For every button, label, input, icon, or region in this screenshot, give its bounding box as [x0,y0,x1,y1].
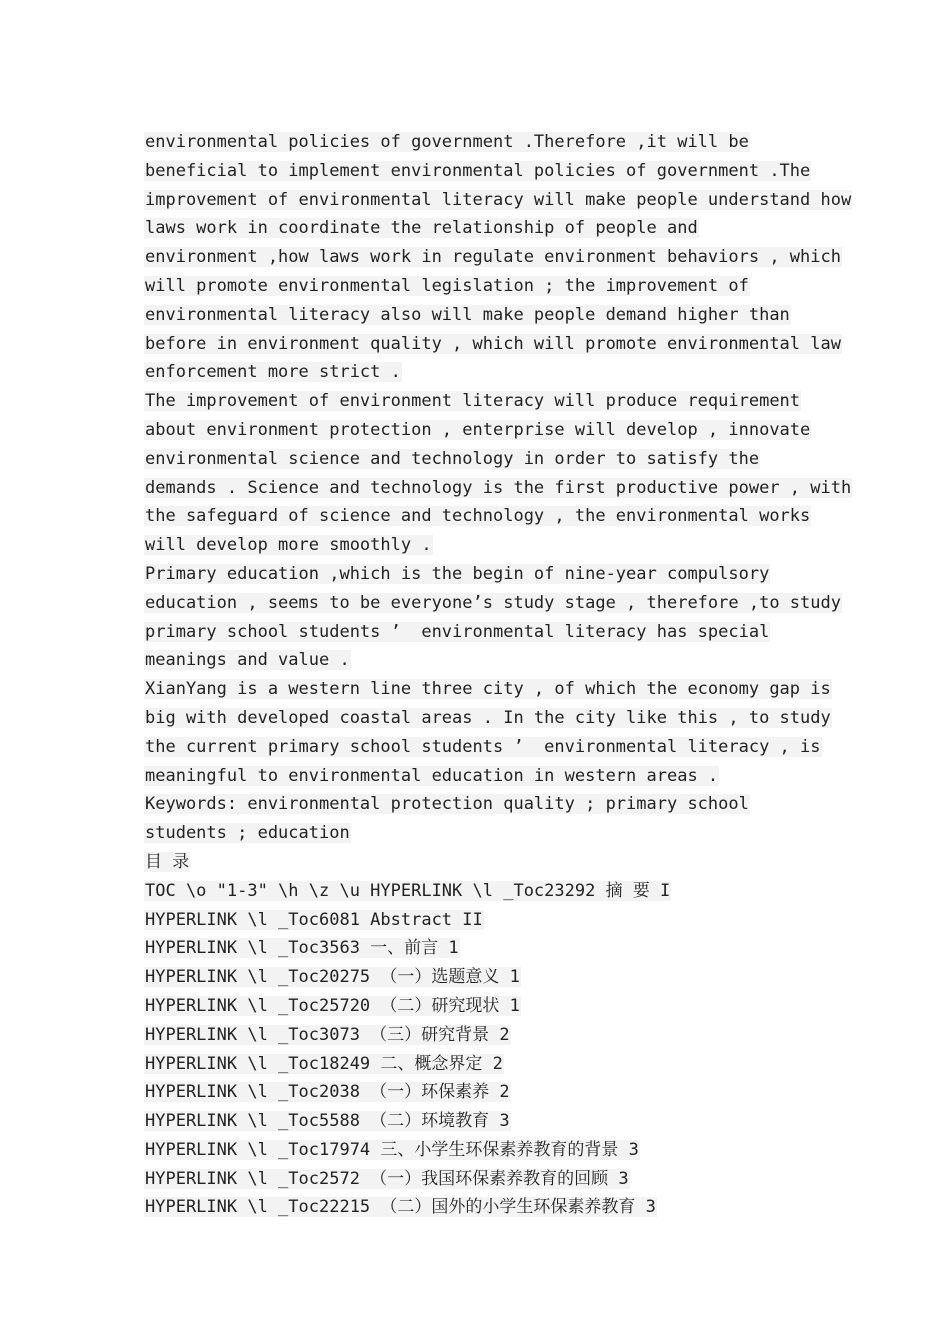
abstract-line [144,704,831,733]
keywords-line-text: students ; education [145,823,350,844]
toc-entry[interactable] [144,1107,824,1136]
abstract-line-text: the safeguard of science and technology , the environmental works [145,506,811,527]
keywords-line [144,819,824,848]
abstract-line-text: environmental science and technology in order to satisfy the [145,448,760,469]
abstract-line [144,387,824,416]
abstract-line [144,646,824,675]
abstract-line [144,502,824,531]
toc-entry-text: TOC \o "1-3" \h \z \u HYPERLINK \l _Toc23292 摘 要 I [145,880,671,901]
toc-entry[interactable] [144,934,824,963]
toc-entry[interactable] [144,963,824,992]
toc-heading-text: 目 录 [145,851,190,872]
toc-entry-text: HYPERLINK \l _Toc5588 （二）环境教育 3 [145,1111,510,1132]
abstract-line-text: primary school students ’ environmental literacy has special [145,621,770,642]
keywords-line [144,790,824,819]
abstract-line-text: big with developed coastal areas . In the city like this , to study [145,707,831,728]
abstract-line-text: environmental literacy also will make people demand higher than [145,304,790,325]
abstract-line [144,358,824,387]
abstract-line [144,618,824,647]
toc-entry-text: HYPERLINK \l _Toc20275 （一）选题意义 1 [145,967,520,988]
document-body [144,128,852,1222]
abstract-line [144,330,841,359]
toc-entry[interactable] [144,1193,824,1222]
toc-entry-text: HYPERLINK \l _Toc2572 （一）我国环保素养教育的回顾 3 [145,1168,629,1189]
abstract-line [144,416,824,445]
toc-entry-text: HYPERLINK \l _Toc18249 二、概念界定 2 [145,1053,503,1074]
abstract-line [144,445,824,474]
keywords-line-text: Keywords: environmental protection quality ; primary school [145,794,749,815]
abstract-line-text: environmental policies of government .Therefore ,it will be [145,132,749,152]
abstract-line [144,157,824,186]
toc-entry-text: HYPERLINK \l _Toc25720 （二）研究现状 1 [145,995,520,1016]
abstract-line [144,733,824,762]
toc-entry[interactable] [144,1078,824,1107]
abstract-line [144,128,824,157]
abstract-line [144,301,824,330]
abstract-line [144,186,852,215]
abstract-line-text: about environment protection , enterprise will develop , innovate [145,419,811,440]
abstract-line-text: demands . Science and technology is the first productive power , with [145,477,852,498]
abstract-line-text: XianYang is a western line three city , of which the economy gap is [145,679,831,700]
abstract-line-text: laws work in coordinate the relationship of people and [145,218,698,239]
abstract-line-text: before in environment quality , which will promote environmental law [145,333,841,354]
toc-entry[interactable] [144,992,824,1021]
toc-entry[interactable] [144,1050,824,1079]
abstract-line [144,560,824,589]
abstract-line [144,589,841,618]
toc-entry[interactable] [144,1021,824,1050]
abstract-line [144,474,852,503]
abstract-line-text: improvement of environmental literacy will make people understand how [145,189,852,210]
toc-entry-text: HYPERLINK \l _Toc6081 Abstract II [145,909,483,930]
abstract-line [144,531,824,560]
toc-entry-text: HYPERLINK \l _Toc2038 （一）环保素养 2 [145,1082,510,1103]
toc-entry-text: HYPERLINK \l _Toc3073 （三）研究背景 2 [145,1024,510,1045]
abstract-line-text: the current primary school students ’ environmental literacy , is [145,736,821,757]
abstract-line-text: education , seems to be everyone’s study stage , therefore ,to study [145,592,841,613]
abstract-line-text: meanings and value . [145,650,350,671]
abstract-line-text: environment ,how laws work in regulate environment behaviors , which [145,247,841,268]
abstract-line-text: beneficial to implement environmental policies of government .The [145,160,811,181]
abstract-line [144,762,824,791]
abstract-line-text: enforcement more strict . [145,362,401,383]
abstract-line [144,675,831,704]
toc-entry[interactable] [144,877,824,906]
toc-entry[interactable] [144,1136,824,1165]
abstract-line-text: will develop more smoothly . [145,535,432,556]
toc-entry-text: HYPERLINK \l _Toc22215 （二）国外的小学生环保素养教育 3 [145,1197,656,1218]
abstract-line-text: will promote environmental legislation ; the improvement of [145,275,749,296]
toc-heading [144,848,824,877]
abstract-line-text: Primary education ,which is the begin of nine-year compulsory [145,563,770,584]
toc-entry-text: HYPERLINK \l _Toc3563 一、前言 1 [145,938,459,959]
abstract-line [144,214,824,243]
abstract-line-text: meaningful to environmental education in western areas . [145,765,719,786]
toc-entry[interactable] [144,906,824,935]
toc-entry-text: HYPERLINK \l _Toc17974 三、小学生环保素养教育的背景 3 [145,1139,639,1160]
abstract-line [144,272,824,301]
toc-entry[interactable] [144,1165,824,1194]
abstract-line [144,243,841,272]
abstract-line-text: The improvement of environment literacy will produce requirement [145,391,801,412]
